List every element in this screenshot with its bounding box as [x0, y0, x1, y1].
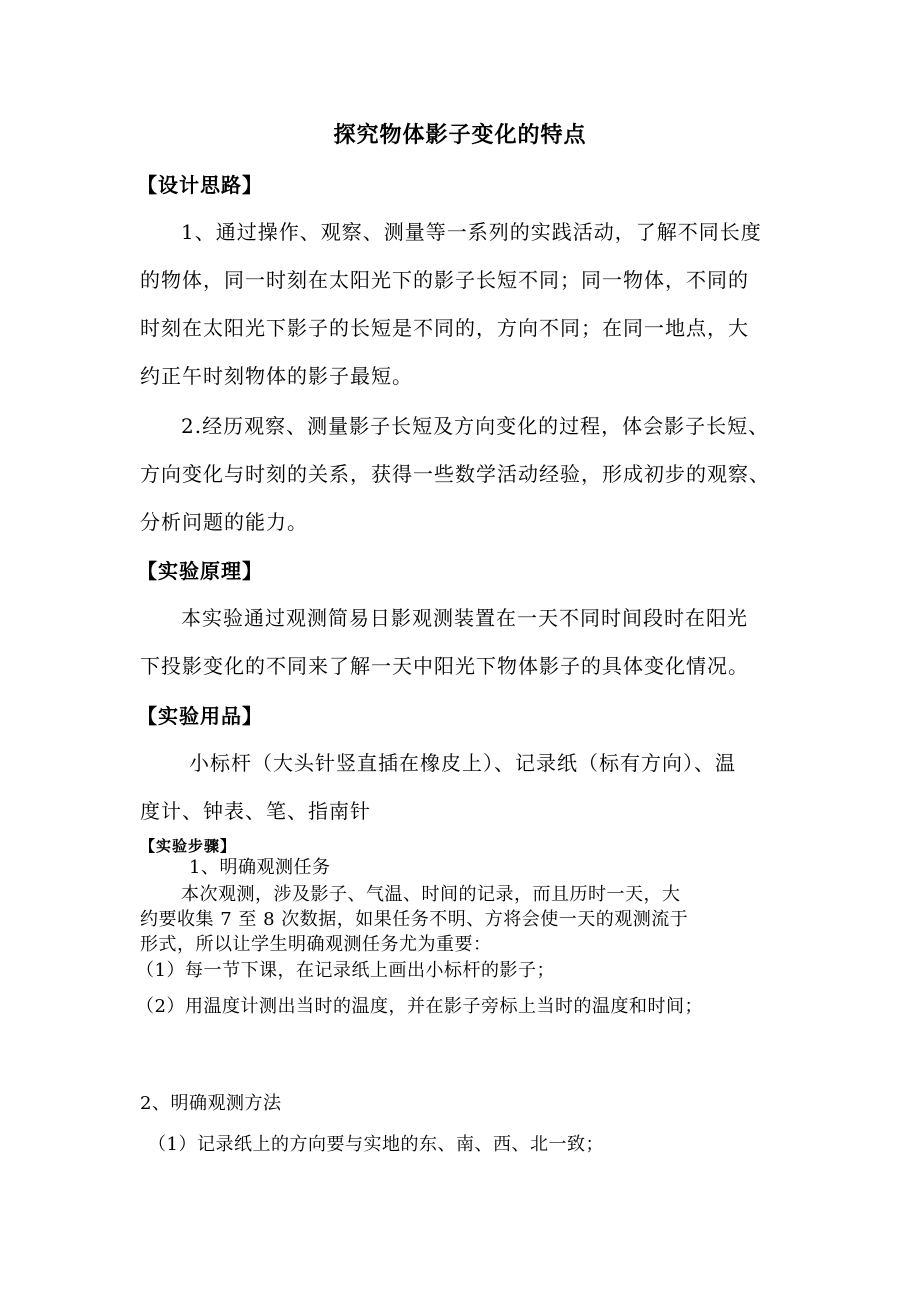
- section-heading-materials: 【实验用品】: [137, 704, 263, 728]
- paragraph-line: （1）每一节下课，在记录纸上画出小标杆的影子；: [136, 960, 555, 981]
- paragraph-line: 约要收集 7 至 8 次数据，如果任务不明、方将会使一天的观测流于: [140, 909, 689, 930]
- paragraph-line: 1、明确观测任务: [189, 857, 331, 878]
- paragraph-line: 分析问题的能力。: [140, 510, 308, 534]
- paragraph-line: 2.经历观察、测量影子长短及方向变化的过程，体会影子长短、: [181, 414, 770, 438]
- paragraph-line: 时刻在太阳光下影子的长短是不同的，方向不同；在同一地点，大: [140, 316, 749, 340]
- paragraph-line: 本次观测，涉及影子、气温、时间的记录，而且历时一天，大: [181, 884, 681, 905]
- paragraph-line: 下投影变化的不同来了解一天中阳光下物体影子的具体变化情况。: [140, 654, 749, 678]
- paragraph-line: 方向变化与时刻的关系，获得一些数学活动经验，形成初步的观察、: [140, 462, 770, 486]
- section-heading-design: 【设计思路】: [137, 173, 263, 197]
- paragraph-line: 的物体，同一时刻在太阳光下的影子长短不同；同一物体，不同的: [140, 268, 749, 292]
- paragraph-line: 1、通过操作、观察、测量等一系列的实践活动，了解不同长度: [181, 220, 762, 244]
- document-title: 探究物体影子变化的特点: [333, 123, 587, 148]
- paragraph-line: 2、明确观测方法: [140, 1093, 282, 1114]
- paragraph-line: 度计、钟表、笔、指南针: [140, 799, 371, 823]
- section-heading-principle: 【实验原理】: [137, 559, 263, 583]
- paragraph-line: 本实验通过观测简易日影观测装置在一天不同时间段时在阳光: [181, 606, 748, 630]
- paragraph-line: 小标杆（大头针竖直插在橡皮上）、记录纸（标有方向）、温: [189, 751, 736, 775]
- paragraph-line: （2）用温度计测出当时的温度，并在影子旁标上当时的温度和时间；: [136, 996, 703, 1017]
- paragraph-line: 约正午时刻物体的影子最短。: [140, 364, 413, 388]
- paragraph-line: 形式，所以让学生明确观测任务尤为重要：: [140, 934, 492, 955]
- paragraph-line: （1）记录纸上的方向要与实地的东、南、西、北一致；: [148, 1134, 604, 1155]
- section-heading-steps: 【实验步骤】: [140, 837, 237, 855]
